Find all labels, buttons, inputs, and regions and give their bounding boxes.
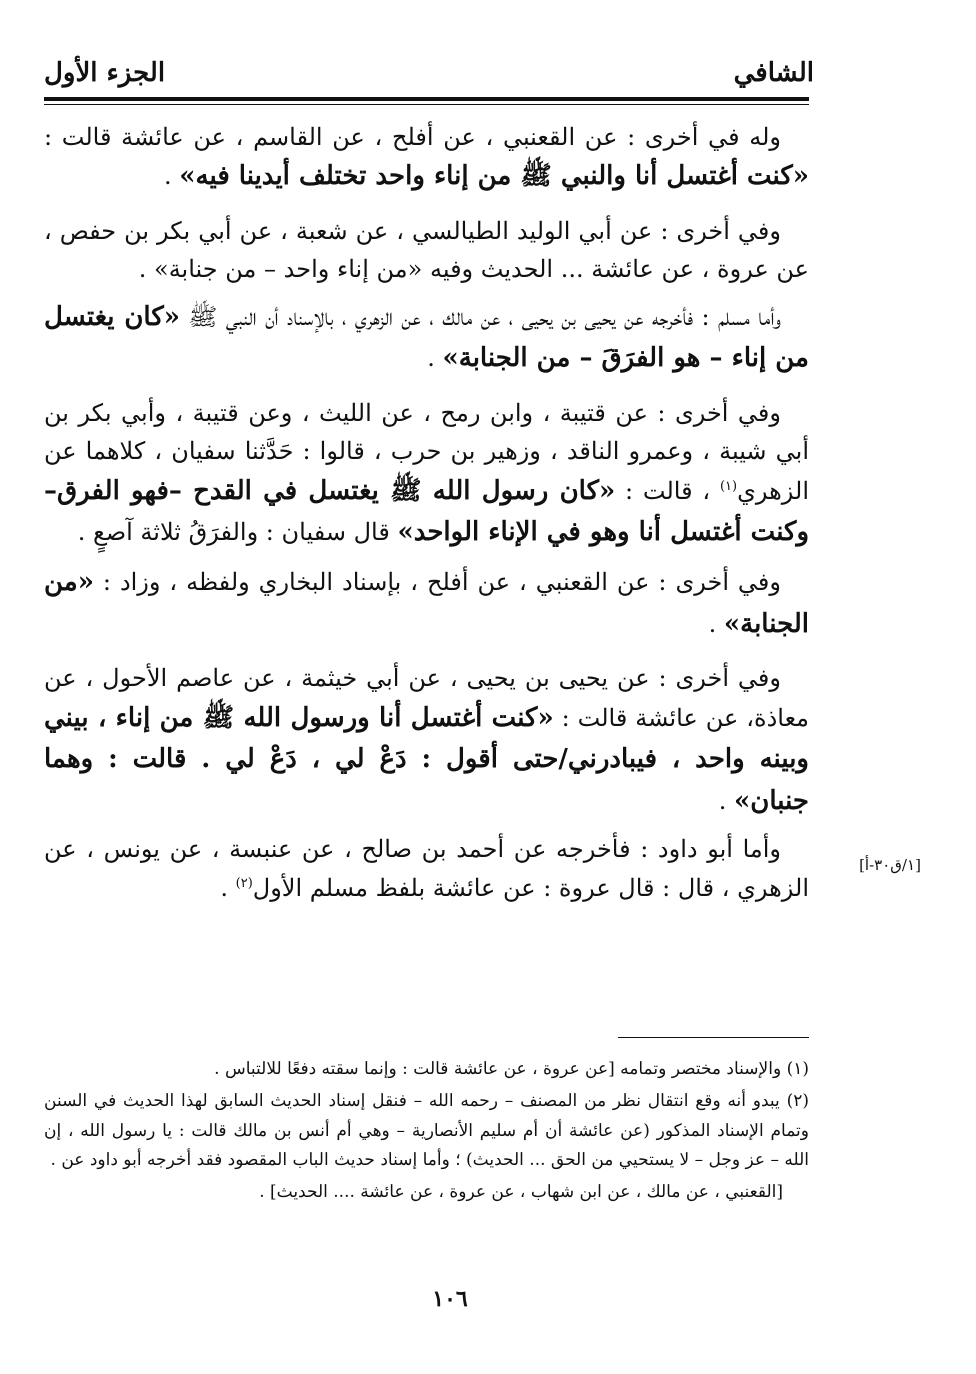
paragraph-6 xyxy=(44,659,809,822)
paragraph-1-end: . xyxy=(164,162,180,191)
header-rule-thin xyxy=(44,104,809,105)
header-rule-thick xyxy=(44,97,809,101)
paragraph-2 xyxy=(44,212,809,289)
paragraph-3-text: وأما مسلم : فأخرجه عن يحيى بن يحيى ، عن مالك ، عن الزهري ، بالإسناد أن النبي ﷺ xyxy=(179,302,781,331)
footnote-2: (٢) يبدو أنه وقع انتقال نظر من المصنف – رحمه الله – فنقل إسناد الحديث السابق لهذا الحديث في السنن وتمام الإسناد المذكور (عن عائشة أن أم سليم الأنصارية – وهي أم أنس بن مالك قالت : يا رسول الله ، إن الله – عز وجل – لا يستحيي من الحق ... الحديث) ؛ وأما إسناد حديث الباب المقصود فقد أخرجه أبو داود عن . xyxy=(44,1090,809,1171)
paragraph-4 xyxy=(44,394,809,554)
paragraph-4-text-2: ، قالت : xyxy=(615,476,720,505)
paragraph-1-hadith-quote: «كنت أغتسل أنا والنبي ﷺ من إناء واحد تختلف أيدينا فيه» xyxy=(179,161,809,192)
footnote-separator xyxy=(618,1037,809,1038)
running-header-volume: الجزء الأول xyxy=(44,58,166,88)
paragraph-5-text: وفي أخرى : عن القعنبي ، عن أفلح ، بإسناد البخاري ولفظه ، وزاد : xyxy=(93,567,781,596)
paragraph-4-hadith-quote: «كان رسول الله ﷺ يغتسل في القدح –فهو الفرق– وكنت أغتسل أنا وهو في الإناء الواحد» xyxy=(44,475,809,548)
main-text xyxy=(44,118,809,915)
paragraph-1-text: وله في أخرى : عن القعنبي ، عن أفلح ، عن القاسم ، عن عائشة قالت : xyxy=(44,123,781,151)
paragraph-5-end: . xyxy=(708,609,724,638)
paragraph-6-text: وفي أخرى : عن يحيى بن يحيى ، عن أبي خيثمة ، عن عاصم الأحول ، عن معاذة، عن عائشة قالت : xyxy=(44,664,810,732)
paragraph-4-end: قال سفيان : والفرَقُ ثلاثة آصعٍ . xyxy=(77,518,398,547)
footnote-1: (١) والإسناد مختصر وتمامه [عن عروة ، عن عائشة قالت : وإنما سقته دفعًا للالتباس . xyxy=(214,1059,809,1079)
paragraph-4-text: وفي أخرى : عن قتيبة ، وابن رمح ، عن الليث ، وعن قتيبة ، وأبي بكر بن أبي شيبة ، وعمرو الناقد ، وزهير بن حرب ، قالوا : حَدَّثنا سفيان ، كلاهما عن الزهري xyxy=(44,398,809,505)
paragraph-3-end: . xyxy=(427,344,443,373)
paragraph-7-text: وأما أبو داود : فأخرجه عن أحمد بن صالح ، عن عنبسة ، عن يونس ، عن الزهري ، قال : قال عروة : عن عائشة بلفظ مسلم الأول xyxy=(44,835,809,902)
manuscript-folio-marker: [١/ق٣٠-أ] xyxy=(859,856,921,874)
paragraph-7 xyxy=(44,830,809,907)
paragraph-2-text: وفي أخرى : عن أبي الوليد الطيالسي ، عن شعبة ، عن أبي بكر بن حفص ، عن عروة ، عن عائشة ... الحديث وفيه «من إناء واحد – من جنابة» . xyxy=(44,216,809,284)
running-header-title: الشافي xyxy=(733,58,814,88)
footnotes xyxy=(44,1055,809,1210)
page-number: ١٠٦ xyxy=(432,1286,468,1312)
paragraph-5-hadith-quote: «من الجنابة» xyxy=(44,566,809,639)
paragraph-6-end: . xyxy=(718,786,734,815)
footnote-ref-2[interactable]: (٢) xyxy=(235,875,253,891)
paragraph-1 xyxy=(44,118,809,198)
paragraph-3 xyxy=(44,297,809,380)
paragraph-7-end: . xyxy=(220,873,236,902)
paragraph-5 xyxy=(44,562,809,645)
paragraph-3-hadith-quote: «كان يغتسل من إناء – هو الفرَقَ – من الجنابة» xyxy=(44,301,809,374)
footnote-ref-1[interactable]: (١) xyxy=(719,478,738,494)
paragraph-6-hadith-quote: «كنت أغتسل أنا ورسول الله ﷺ من إناء ، بيني وبينه واحد ، فيبادرني/حتى أقول : دَعْ لي ، دَعْ لي . قالت : وهما جنبان» xyxy=(44,702,809,816)
footnote-2-continuation: [القعنبي ، عن مالك ، عن ابن شهاب ، عن عروة ، عن عائشة .... الحديث] . xyxy=(259,1182,783,1202)
